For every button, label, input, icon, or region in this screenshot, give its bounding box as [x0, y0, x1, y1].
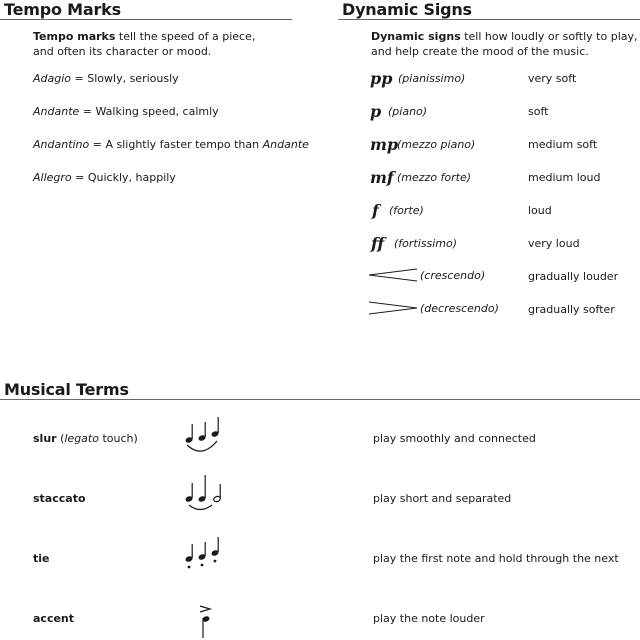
- tempo-desc: = Quickly, happily: [71, 171, 176, 184]
- term-label: slur: [33, 432, 57, 445]
- forte-symbol: f: [372, 201, 379, 220]
- terms-heading-rule: [0, 399, 640, 400]
- term-accent: [33, 612, 74, 625]
- dynamic-meaning: very soft: [528, 72, 577, 85]
- musical-terms-heading: Musical Terms: [4, 380, 129, 399]
- dynamics-intro: [371, 29, 638, 59]
- tempo-term: Adagio: [33, 72, 72, 85]
- term-label: tie: [33, 552, 50, 565]
- term-meaning: play short and separated: [373, 492, 512, 505]
- dynamic-name: (mezzo piano): [397, 138, 476, 151]
- tempo-item-andante: [33, 105, 219, 118]
- dynamic-name: (fortissimo): [394, 237, 458, 250]
- piano-symbol: p: [370, 102, 382, 121]
- staccato-notation-icon: [180, 472, 228, 516]
- dynamic-meaning: loud: [528, 204, 552, 217]
- dynamic-name: (piano): [388, 105, 428, 118]
- tempo-intro: [33, 29, 255, 59]
- slur-notation-icon: [180, 414, 228, 456]
- dynamic-name: (decrescendo): [420, 302, 499, 315]
- dynamics-heading-rule: [338, 19, 640, 20]
- tempo-desc: = Slowly, seriously: [71, 72, 179, 85]
- dynamic-meaning: gradually softer: [528, 303, 615, 316]
- tempo-intro-line1: tell the speed of a piece,: [115, 30, 256, 43]
- fortissimo-symbol: ff: [371, 234, 385, 253]
- term-label: staccato: [33, 492, 86, 505]
- accent-notation-icon: [196, 604, 216, 640]
- term-tie: [33, 552, 50, 565]
- tie-notation-icon: [180, 534, 228, 574]
- tempo-desc: = A slightly faster tempo than: [89, 138, 263, 151]
- decrescendo-hairpin-icon: [368, 300, 418, 316]
- mezzo-piano-symbol: mp: [370, 135, 399, 154]
- dynamic-meaning: gradually louder: [528, 270, 619, 283]
- dynamic-meaning: medium soft: [528, 138, 598, 151]
- tempo-term: Allegro: [33, 171, 72, 184]
- dynamic-meaning: very loud: [528, 237, 580, 250]
- term-meaning: play the note louder: [373, 612, 485, 625]
- term-slur: [33, 432, 138, 445]
- term-label: accent: [33, 612, 75, 625]
- dynamic-name: (mezzo forte): [397, 171, 472, 184]
- dynamic-meaning: medium loud: [528, 171, 601, 184]
- dynamics-intro-line1: tell how loudly or softly to play,: [460, 30, 638, 43]
- term-meaning: play smoothly and connected: [373, 432, 536, 445]
- tempo-heading-rule: [0, 19, 292, 20]
- crescendo-hairpin-icon: [368, 267, 418, 283]
- term-paren-rest: touch): [98, 432, 138, 445]
- tempo-intro-line2: and often its character or mood.: [33, 45, 212, 58]
- term-paren-open: (: [56, 432, 65, 445]
- tempo-intro-bold: Tempo marks: [33, 30, 116, 43]
- term-paren-term: legato: [64, 432, 99, 445]
- dynamic-name: (pianissimo): [398, 72, 466, 85]
- dynamic-name: (crescendo): [420, 269, 486, 282]
- tempo-item-adagio: [33, 72, 179, 85]
- tempo-term: Andante: [33, 105, 80, 118]
- dynamics-intro-bold: Dynamic signs: [371, 30, 461, 43]
- tempo-desc: = Walking speed, calmly: [79, 105, 219, 118]
- mezzo-forte-symbol: mf: [370, 168, 394, 187]
- term-meaning: play the first note and hold through the next: [373, 552, 619, 565]
- tempo-item-allegro: [33, 171, 176, 184]
- dynamic-name: (forte): [389, 204, 424, 217]
- dynamic-signs-heading: Dynamic Signs: [342, 0, 472, 19]
- tempo-ref: Andante: [262, 138, 309, 151]
- tempo-marks-heading: Tempo Marks: [4, 0, 121, 19]
- tempo-term: Andantino: [33, 138, 90, 151]
- pianissimo-symbol: pp: [370, 69, 393, 88]
- dynamic-meaning: soft: [528, 105, 549, 118]
- dynamics-intro-line2: and help create the mood of the music.: [371, 45, 589, 58]
- term-staccato: [33, 492, 86, 505]
- tempo-item-andantino: [33, 138, 309, 151]
